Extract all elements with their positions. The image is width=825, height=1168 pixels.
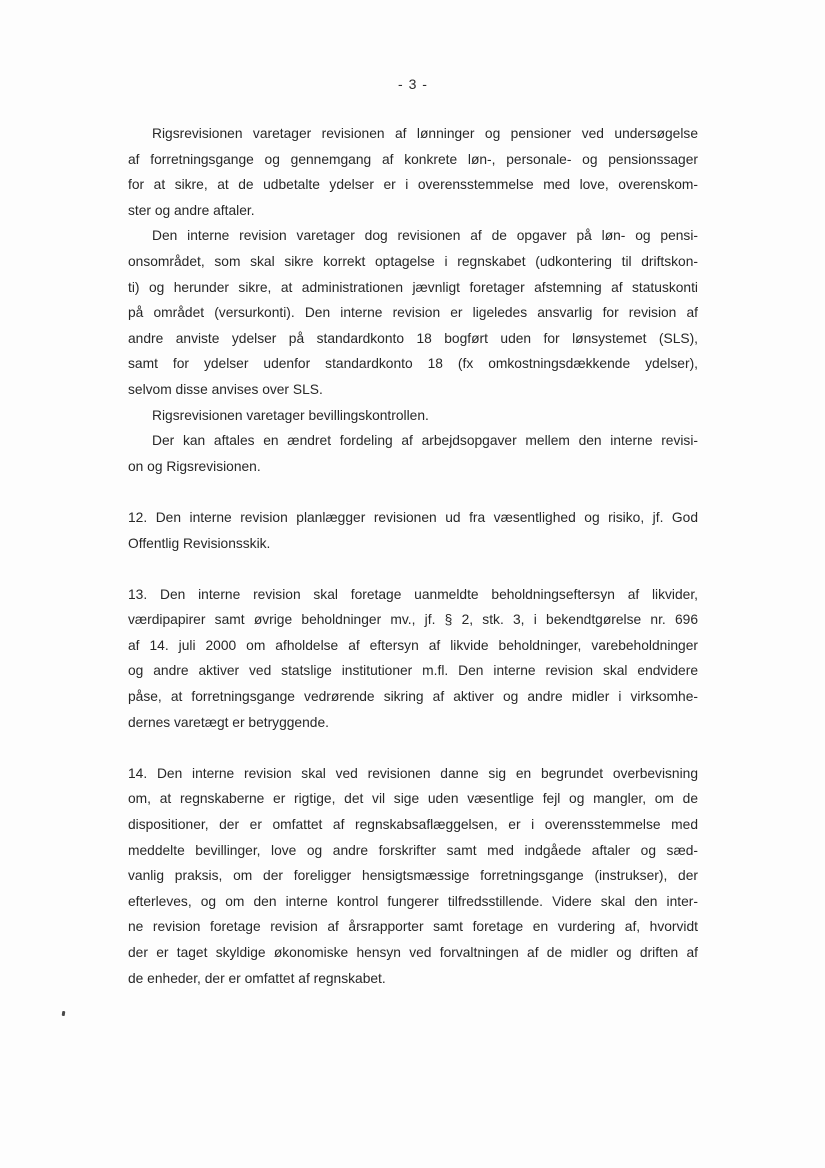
text-line: andre anviste ydelser på standardkonto 18 bogført uden for lønsystemet (SLS), bbox=[128, 330, 698, 346]
text-line: de enheder, der er omfattet af regnskabet. bbox=[128, 970, 386, 986]
scan-artifact-speck bbox=[62, 1011, 66, 1016]
text-line: der er taget skyldige økonomiske hensyn ved forvaltningen af de midler og driften af bbox=[128, 945, 698, 960]
paragraph bbox=[128, 121, 698, 223]
text-line: dernes varetægt er betryggende. bbox=[128, 714, 329, 730]
text-line: samt for ydelser udenfor standardkonto 18 (fx omkostningsdækkende ydelser), bbox=[128, 356, 698, 372]
text-line: påse, at forretningsgange vedrørende sikring af aktiver og andre midler i virksomhe- bbox=[128, 689, 698, 705]
text-line: Offentlig Revisionsskik. bbox=[128, 535, 271, 551]
paragraph bbox=[128, 761, 698, 991]
text-line: meddelte bevillinger, love og andre forskrifter samt med indgåede aftaler og sæd- bbox=[128, 842, 698, 858]
text-line: værdipapirer samt øvrige beholdninger mv., jf. § 2, stk. 3, i bekendtgørelse nr. 696 bbox=[128, 612, 698, 628]
paragraph bbox=[128, 403, 698, 429]
text-line: 13. Den interne revision skal foretage uanmeldte beholdningseftersyn af likvider, bbox=[128, 586, 698, 602]
document-body bbox=[128, 121, 698, 991]
text-line: for at sikre, at de udbetalte ydelser er i overensstemmelse med love, overenskom- bbox=[128, 177, 698, 193]
text-line: ster og andre aftaler. bbox=[128, 202, 255, 218]
text-line: onsområdet, som skal sikre korrekt optagelse i regnskabet (udkontering til driftskon- bbox=[128, 253, 698, 269]
text-line: og andre aktiver ved statslige institutioner m.fl. Den interne revision skal endvidere bbox=[128, 663, 698, 679]
text-line: Rigsrevisionen varetager bevillingskontrollen. bbox=[152, 407, 429, 423]
paragraph bbox=[128, 505, 698, 556]
text-line: vanlig praksis, om der foreligger hensigtsmæssige forretningsgange (instrukser), der bbox=[128, 868, 698, 884]
text-line: on og Rigsrevisionen. bbox=[128, 458, 261, 474]
text-line: selvom disse anvises over SLS. bbox=[128, 381, 323, 397]
paragraph bbox=[128, 428, 698, 479]
text-line: Rigsrevisionen varetager revisionen af lønninger og pensioner ved undersøgelse bbox=[152, 126, 698, 141]
text-line: efterleves, og om den interne kontrol fungerer tilfredsstillende. Videre skal den inter- bbox=[128, 893, 698, 909]
text-line: på området (versurkonti). Den interne revision er ligeledes ansvarlig for revision af bbox=[128, 305, 698, 321]
text-line: om, at regnskaberne er rigtige, det vil sige uden væsentlige fejl og mangler, om de bbox=[128, 791, 698, 807]
text-line: Den interne revision varetager dog revisionen af de opgaver på løn- og pensi- bbox=[152, 228, 698, 244]
text-line: ne revision foretage revision af årsrapporter samt foretage en vurdering af, hvorvidt bbox=[128, 919, 698, 935]
text-line: ti) og herunder sikre, at administrationen jævnligt foretager afstemning af statuskonti bbox=[128, 279, 698, 295]
text-line: dispositioner, der er omfattet af regnskabsaflæggelsen, er i overensstemmelse med bbox=[128, 817, 698, 833]
text-line: af forretningsgange og gennemgang af konkrete løn-, personale- og pensionssager bbox=[128, 151, 698, 167]
page-number: - 3 - bbox=[398, 76, 428, 92]
text-line: 12. Den interne revision planlægger revisionen ud fra væsentlighed og risiko, jf. God bbox=[128, 509, 698, 525]
paragraph bbox=[128, 223, 698, 402]
text-line: af 14. juli 2000 om afholdelse af eftersyn af likvide beholdninger, varebeholdninger bbox=[128, 637, 698, 653]
paragraph bbox=[128, 582, 698, 736]
text-line: 14. Den interne revision skal ved revisionen danne sig en begrundet overbevisning bbox=[128, 765, 698, 781]
text-line: Der kan aftales en ændret fordeling af arbejdsopgaver mellem den interne revisi- bbox=[152, 433, 698, 449]
